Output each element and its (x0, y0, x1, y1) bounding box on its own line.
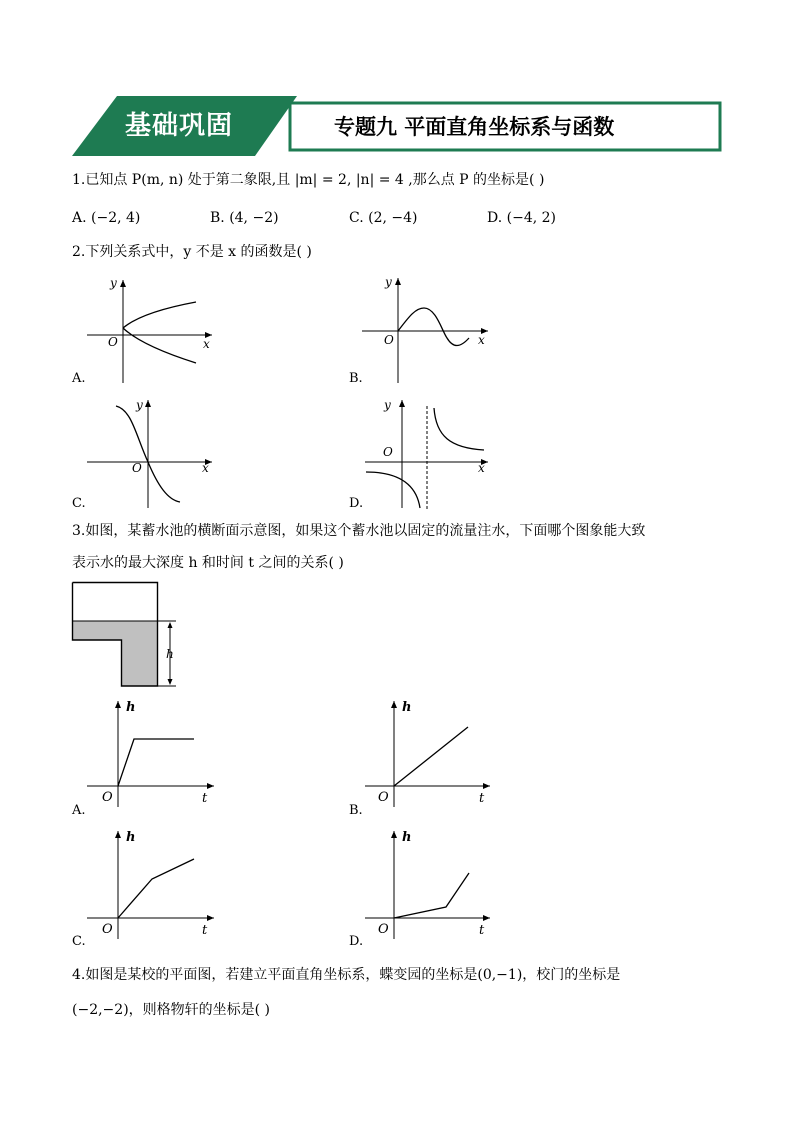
q3-option-c[interactable]: C. (72, 934, 86, 949)
q2a-x-label: x (203, 337, 210, 351)
q2b-origin-label: O (384, 333, 394, 347)
q2d-x-label: x (478, 461, 485, 475)
q2-graph-b (350, 268, 500, 388)
q3a-y-label: h (126, 700, 136, 715)
q2-option-a[interactable]: A. (72, 371, 86, 386)
q1-option-a[interactable]: A. (−2, 4) (72, 210, 141, 226)
q3-graph-b (350, 695, 500, 810)
question-3-line-1: 3.如图，某蓄水池的横断面示意图，如果这个蓄水池以固定的流量注水，下面哪个图象能大致 (72, 523, 646, 539)
q3c-origin-label: O (102, 922, 113, 937)
page-title: 专题九 平面直角坐标系与函数 (334, 115, 615, 139)
q3-graph-a (72, 695, 222, 810)
q1-option-c[interactable]: C. (2, −4) (349, 210, 418, 226)
q3-option-d[interactable]: D. (349, 934, 364, 949)
q2a-y-label: y (110, 276, 117, 290)
q1-option-d[interactable]: D. (−4, 2) (487, 210, 556, 226)
q2c-y-label: y (136, 398, 143, 412)
q2-option-d[interactable]: D. (349, 496, 364, 511)
question-4-line-2: (−2,−2)，则格物轩的坐标是( ) (72, 1002, 271, 1018)
q2-graph-a (72, 268, 222, 388)
q2d-y-label: y (384, 398, 391, 412)
question-4-line-1: 4.如图是某校的平面图，若建立平面直角坐标系，蝶变园的坐标是(0,−1)，校门的坐标是 (72, 967, 621, 983)
q3b-y-label: h (402, 700, 412, 715)
q2c-origin-label: O (132, 461, 142, 475)
q2a-origin-label: O (108, 335, 118, 349)
section-banner (72, 96, 722, 156)
q3c-y-label: h (126, 830, 136, 845)
q2b-x-label: x (478, 333, 485, 347)
q2d-origin-label: O (383, 445, 393, 459)
q3-option-b[interactable]: B. (349, 803, 363, 818)
q3-graph-d (350, 825, 500, 940)
q2-graph-c (72, 396, 222, 516)
question-3-line-2: 表示水的最大深度 h 和时间 t 之间的关系( ) (72, 555, 344, 571)
question-2-text: 2.下列关系式中，y 不是 x 的函数是( ) (72, 244, 312, 260)
banner-badge: 基础巩固 (125, 111, 234, 141)
q2b-y-label: y (385, 275, 392, 289)
q2-option-b[interactable]: B. (349, 371, 363, 386)
reservoir-cross-section (70, 580, 190, 692)
q3c-x-label: t (202, 923, 208, 938)
q3b-origin-label: O (378, 790, 389, 805)
q3d-x-label: t (479, 923, 485, 938)
question-1-text: 1.已知点 P(m, n) 处于第二象限,且 |m| = 2, |n| = 4 ,那么点 P 的坐标是( ) (72, 172, 545, 188)
q3d-y-label: h (402, 830, 412, 845)
q3-option-a[interactable]: A. (72, 803, 86, 818)
q1-option-b[interactable]: B. (4, −2) (210, 210, 279, 226)
q2-option-c[interactable]: C. (72, 496, 86, 511)
reservoir-h-label: h (166, 647, 174, 661)
q3d-origin-label: O (378, 922, 389, 937)
q2c-x-label: x (202, 461, 209, 475)
q2-graph-d (350, 396, 500, 516)
q3-graph-c (72, 825, 222, 940)
q3a-origin-label: O (102, 790, 113, 805)
q3b-x-label: t (479, 791, 485, 806)
q3a-x-label: t (202, 791, 208, 806)
